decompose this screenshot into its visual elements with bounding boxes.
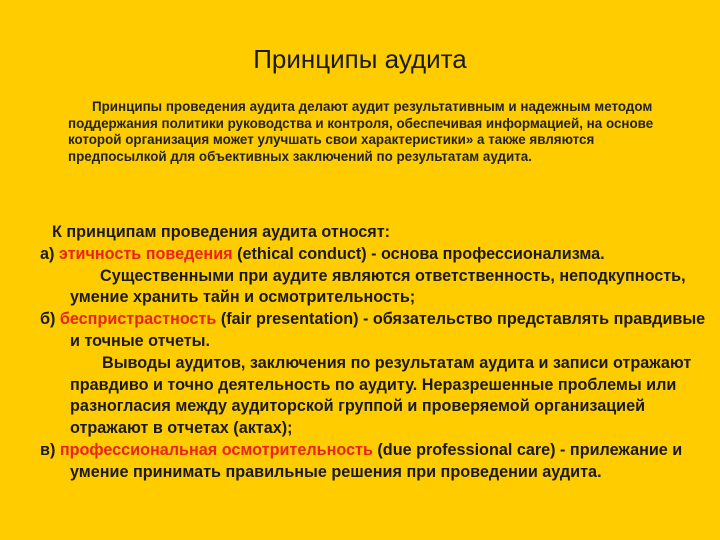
item-b-note: Выводы аудитов, заключения по результатам аудита и записи отражают правдиво и точно деятельность по аудиту. Неразрешенные проблемы или разногласия между аудиторской группой и проверяемой организацией отражают в отчетах (актах); <box>70 353 692 438</box>
item-a-definition: (ethical conduct) - основа профессионализма. <box>237 244 605 263</box>
intro-text: Принципы проведения аудита делают аудит результативным и надежным методом поддержания политики руководства и контроля, обеспечивая информацией, на основе которой организация может улучшать свои характеристики» а также являются предпосылкой для объективных заключений по результатам аудита. <box>68 99 654 164</box>
item-c-definition: (due professional care) - прилежание и умение принимать правильные решения при проведении аудита. <box>70 440 683 481</box>
intro-paragraph <box>68 99 658 165</box>
principle-item-a <box>40 244 706 309</box>
item-c-term: профессиональная осмотрительность <box>59 440 373 459</box>
item-b-definition: (fair presentation) - обязательство представлять правдивые и точные отчеты. <box>70 310 706 350</box>
item-a-note: Существенными при аудите являются ответственность, неподкупность, умение хранить тайн и осмотрительность; <box>70 266 686 307</box>
item-a-term: этичность поведения <box>58 244 233 263</box>
principle-item-b <box>40 309 706 440</box>
item-b-term: беспристрастность <box>59 310 217 329</box>
principles-lead: К принципам проведения аудита относят: <box>52 223 391 241</box>
slide-title: Принципы аудита <box>253 44 467 74</box>
item-c-marker: в) <box>40 440 56 459</box>
principles-list <box>40 222 706 484</box>
item-b-marker: б) <box>40 310 56 329</box>
principle-item-c <box>40 440 706 484</box>
item-a-marker: а) <box>40 244 55 263</box>
